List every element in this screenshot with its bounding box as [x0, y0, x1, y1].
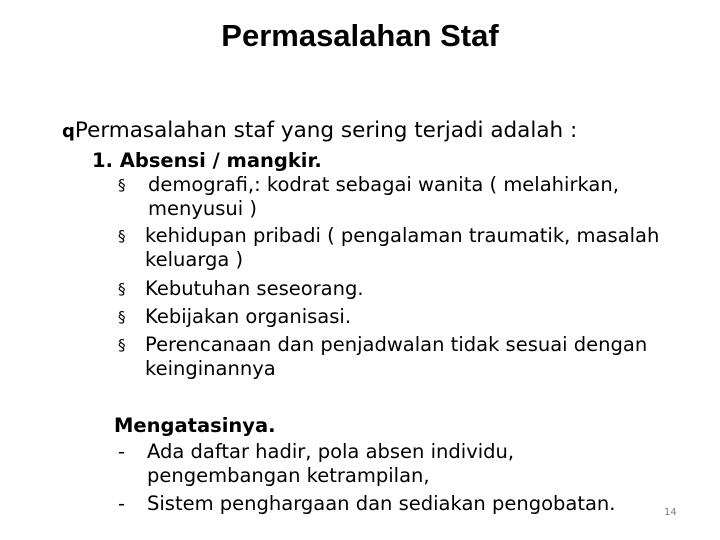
bullet-line: keinginannya [145, 357, 276, 380]
dash-bullet: - [118, 440, 126, 463]
bullet-line: Kebutuhan seseorang. [145, 277, 364, 300]
intro-text: Permasalahan staf yang sering terjadi adalah : [74, 118, 578, 143]
bullet-line: menyusui ) [148, 197, 257, 220]
square-bullet-icon: § [118, 176, 126, 194]
solution-line: Ada daftar hadir, pola absen individu, [147, 440, 515, 463]
checkbox-bullet-icon: q [62, 121, 75, 142]
bullet-line: keluarga ) [145, 248, 244, 271]
bullet-line: kehidupan pribadi ( pengalaman traumatik, masalah [145, 224, 660, 247]
dash-bullet: - [118, 492, 126, 515]
square-bullet-icon: § [118, 280, 126, 298]
absence-heading: 1. Absensi / mangkir. [92, 149, 322, 172]
intro-statement [62, 117, 577, 146]
solution-line: pengembangan ketrampilan, [147, 464, 430, 487]
square-bullet-icon: § [118, 336, 126, 354]
solution-line: Sistem penghargaan dan sediakan pengobatan. [147, 492, 616, 515]
bullet-line: Kebijakan organisasi. [145, 305, 352, 328]
square-bullet-icon: § [118, 308, 126, 326]
bullet-line: demografi,: kodrat sebagai wanita ( melahirkan, [148, 173, 619, 196]
slide-title: Permasalahan Staf [221, 18, 499, 53]
square-bullet-icon: § [118, 227, 126, 245]
page-number: 14 [664, 507, 677, 518]
bullet-line: Perencanaan dan penjadwalan tidak sesuai dengan [145, 333, 648, 356]
solution-heading: Mengatasinya. [114, 414, 276, 437]
